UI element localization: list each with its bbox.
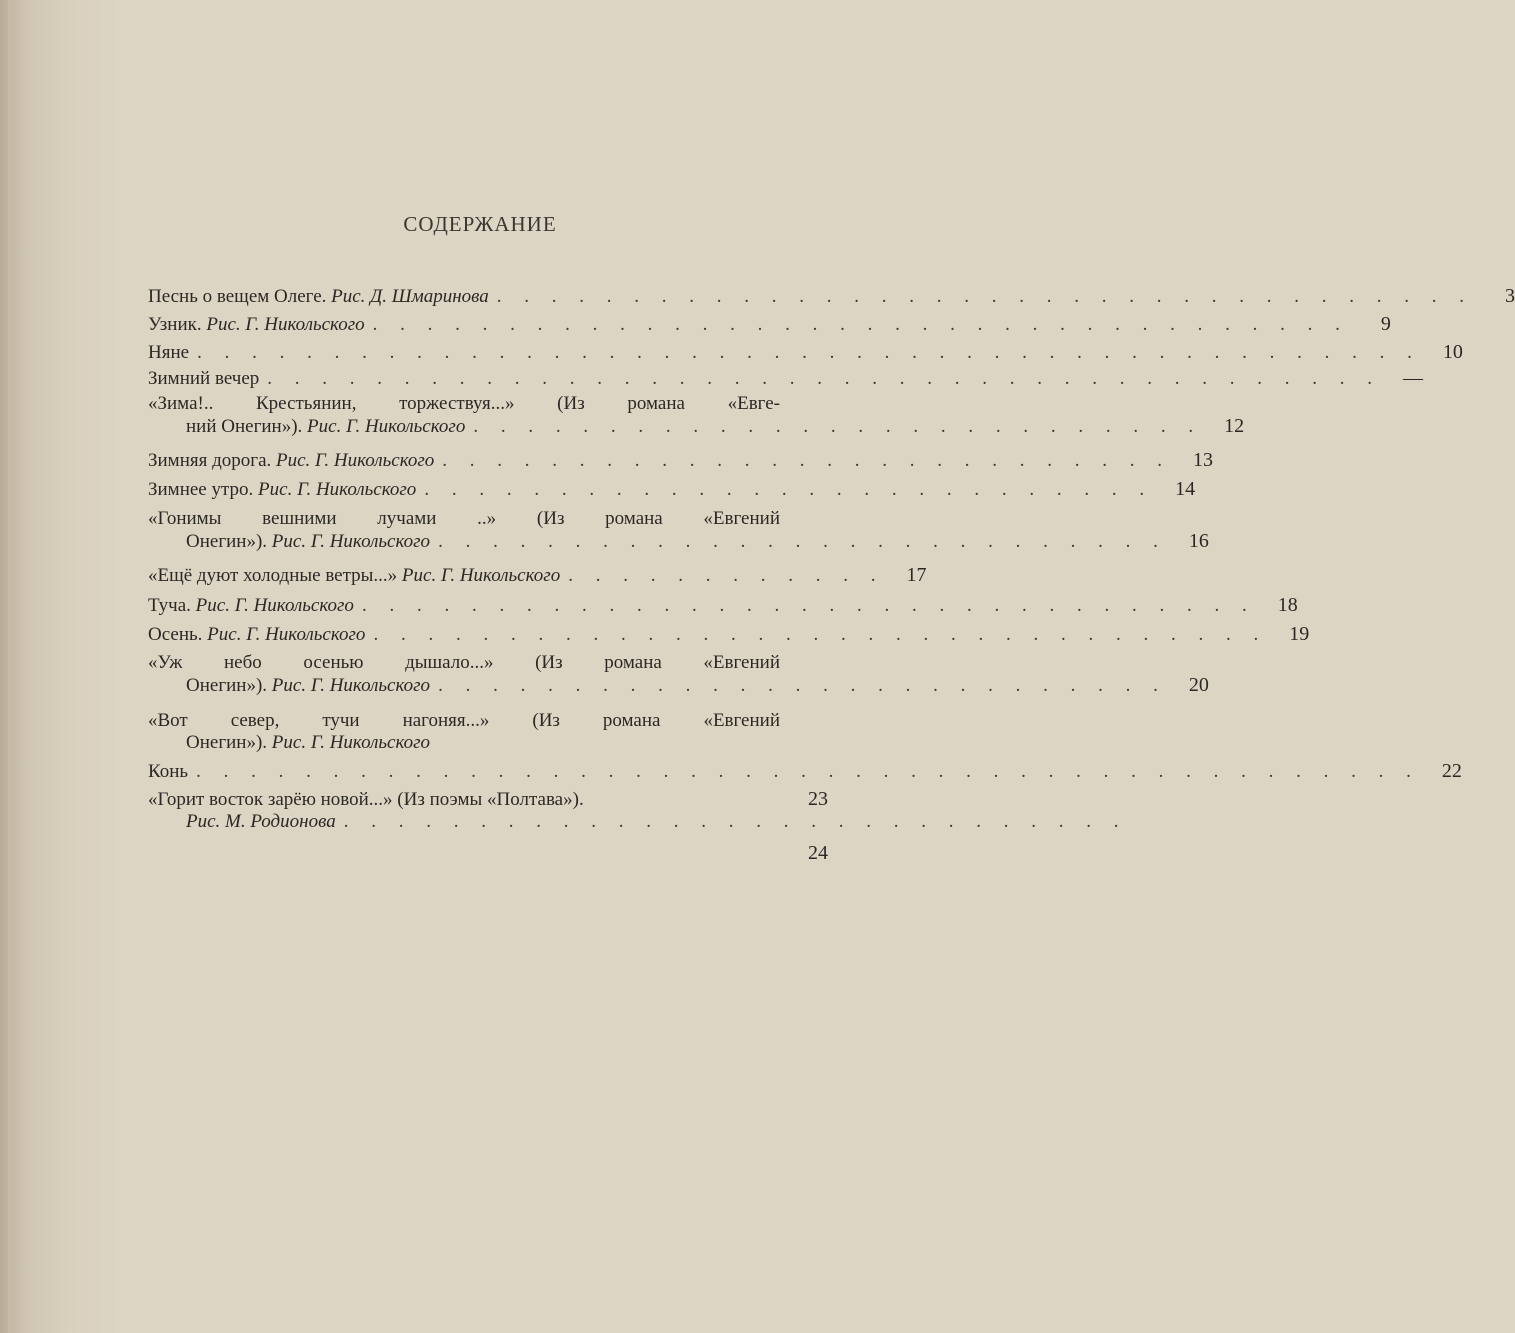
entry-page: 9 bbox=[1380, 313, 1391, 335]
table-of-contents bbox=[148, 285, 1515, 872]
entry-title: «Гонимы вешними лучами ..» (Из романа «Евгений bbox=[148, 508, 780, 529]
entry-caption: Рис. Г. Никольского bbox=[276, 450, 435, 471]
toc-entry bbox=[148, 285, 1515, 313]
entry-title-continued: Онегин»). bbox=[186, 675, 268, 696]
entry-page: 19 bbox=[1289, 623, 1310, 645]
toc-entry bbox=[148, 623, 1310, 652]
entry-page: 14 bbox=[1175, 478, 1196, 500]
entry-page: — bbox=[1403, 367, 1424, 389]
dot-leader: . . . . . . . . . . . . . . . . . . . . . . . . . . . . . . . . . . . . . . . . . . . . . bbox=[196, 761, 1420, 782]
toc-entry bbox=[148, 788, 1128, 842]
toc-entry bbox=[148, 594, 1298, 623]
entry-caption: Рис. Г. Никольского bbox=[401, 565, 561, 586]
toc-entry bbox=[148, 367, 1424, 393]
dot-leader: . . . . . . . . . . . . . . . . . . . . . . . . . . . bbox=[473, 416, 1203, 437]
toc-entry bbox=[148, 393, 1245, 449]
toc-entry bbox=[148, 710, 828, 760]
entry-page: 18 bbox=[1277, 594, 1298, 616]
entry-caption: Рис. Г. Никольского bbox=[271, 675, 431, 696]
entry-caption: Рис. Г. Никольского bbox=[206, 314, 365, 335]
dot-leader: . . . . . . . . . . . . . . . . . . . . . . . . . . . bbox=[442, 450, 1172, 471]
dot-leader: . . . . . . . . . . . . . . . . . . . . . . . . . . . . . . . . . . . . . . . . . bbox=[267, 368, 1382, 389]
book-gutter-shadow bbox=[0, 0, 120, 1333]
entry-title-continued: Онегин»). bbox=[186, 732, 268, 753]
entry-page: 22 bbox=[1441, 760, 1462, 782]
dot-leader: . . . . . . . . . . . . . . . . . . . . . . . . . . . . . bbox=[343, 811, 1128, 832]
entry-title: Зимний вечер bbox=[148, 368, 260, 389]
page-edge bbox=[8, 0, 12, 1333]
entry-page: 16 bbox=[1188, 530, 1209, 552]
entry-page: 13 bbox=[1193, 449, 1214, 471]
entry-caption: Рис. Г. Никольского bbox=[271, 531, 431, 552]
entry-title: «Зима!.. Крестьянин, торжествуя...» (Из романа «Евге- bbox=[148, 393, 780, 414]
entry-title: Зимняя дорога. bbox=[148, 450, 272, 471]
entry-title: «Ещё дуют холодные ветры...» bbox=[148, 565, 398, 586]
toc-entry bbox=[148, 313, 1391, 341]
dot-leader: . . . . . . . . . . . . . . . . . . . . . . . . . . . . . . . . . . . . bbox=[496, 286, 1474, 307]
entry-title: Конь bbox=[148, 761, 189, 782]
entry-title: Песнь о вещем Олеге. bbox=[148, 286, 327, 307]
toc-entry bbox=[148, 564, 927, 594]
entry-caption: Рис. Г. Никольского bbox=[207, 624, 366, 645]
entry-title-continued: ний Онегин»). bbox=[186, 416, 303, 437]
dot-leader: . . . . . . . . . . . . bbox=[568, 565, 885, 586]
entry-caption: Рис. Г. Никольского bbox=[258, 479, 417, 500]
entry-page: 12 bbox=[1224, 415, 1245, 437]
toc-entry bbox=[148, 652, 1209, 710]
entry-page: 23 bbox=[808, 788, 828, 810]
entry-title: Туча. bbox=[148, 595, 191, 616]
entry-caption: Рис. Г. Никольского bbox=[195, 595, 354, 616]
entry-page: 24 bbox=[808, 842, 828, 864]
toc-entry bbox=[148, 449, 1214, 478]
dot-leader: . . . . . . . . . . . . . . . . . . . . . . . . . . . . . . . . . bbox=[361, 595, 1256, 616]
entry-title-continued: Онегин»). bbox=[186, 531, 268, 552]
toc-entry bbox=[148, 341, 1463, 367]
dot-leader: . . . . . . . . . . . . . . . . . . . . . . . . . . . . . . . . . . . . . . . . . . . . . bbox=[197, 342, 1421, 363]
entry-page: 20 bbox=[1188, 674, 1209, 696]
entry-caption: Рис. Г. Никольского bbox=[271, 732, 431, 753]
entry-title: «Уж небо осенью дышало...» (Из романа «Евгений bbox=[148, 652, 780, 673]
entry-page: 17 bbox=[906, 564, 927, 586]
entry-title: Осень. bbox=[148, 624, 203, 645]
toc-entry bbox=[148, 760, 1462, 788]
toc-entry bbox=[148, 842, 828, 872]
entry-caption: Рис. Г. Никольского bbox=[307, 416, 466, 437]
page-title: СОДЕРЖАНИЕ bbox=[403, 212, 557, 236]
entry-caption: Рис. М. Родионова bbox=[186, 811, 336, 832]
toc-entry bbox=[148, 508, 1209, 564]
entry-title: Зимнее утро. bbox=[148, 479, 254, 500]
entry-caption: Рис. Д. Шмаринова bbox=[331, 286, 489, 307]
entry-title: «Вот север, тучи нагоняя...» (Из романа «Евгений bbox=[148, 710, 780, 731]
dot-leader: . . . . . . . . . . . . . . . . . . . . . . . . . . . bbox=[438, 531, 1167, 552]
entry-page: 10 bbox=[1442, 341, 1463, 363]
dot-leader: . . . . . . . . . . . . . . . . . . . . . . . . . . . bbox=[424, 479, 1154, 500]
dot-leader: . . . . . . . . . . . . . . . . . . . . . . . . . . . . . . . . . bbox=[373, 624, 1268, 645]
toc-entry bbox=[148, 478, 1196, 508]
entry-title: Узник. bbox=[148, 314, 202, 335]
dot-leader: . . . . . . . . . . . . . . . . . . . . . . . . . . . . . . . . . . . . bbox=[372, 314, 1349, 335]
entry-title: Няне bbox=[148, 342, 190, 363]
dot-leader: . . . . . . . . . . . . . . . . . . . . . . . . . . . bbox=[438, 675, 1167, 696]
entry-page: 3 bbox=[1505, 285, 1515, 307]
entry-title: «Горит восток зарёю новой...» (Из поэмы «Полтава»). bbox=[148, 789, 584, 810]
